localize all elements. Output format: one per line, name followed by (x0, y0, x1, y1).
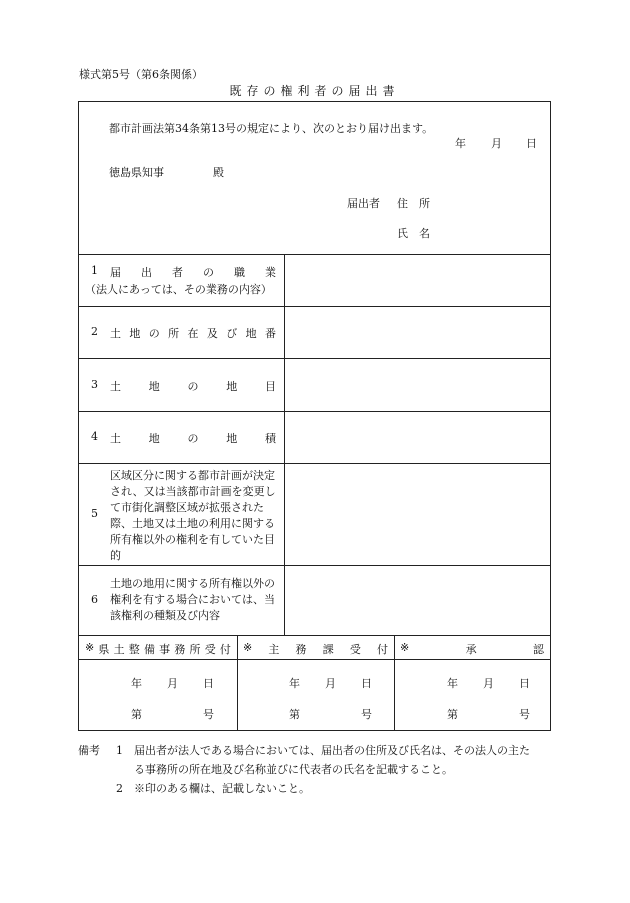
row-3-number: 3 (91, 378, 98, 391)
receipt-day: 日 (203, 677, 214, 690)
receipt-no-suffix: 号 (203, 708, 214, 721)
section-month: 月 (325, 677, 336, 690)
row-1-note: （法人にあっては、その業務の内容） (85, 283, 272, 296)
remarks-item-1-number: 1 (116, 744, 123, 757)
statement: 都市計画法第34条第13号の規定により、次のとおり届け出ます。 (109, 122, 434, 135)
approval-year: 年 (447, 677, 458, 690)
approval-day: 日 (519, 677, 530, 690)
office-header-approval: ※ 承 認 (400, 641, 544, 656)
filing-day: 日 (526, 137, 537, 150)
remarks-item-1-line-1: 届出者が法人である場合においては、届出者の住所及び氏名は、その法人の主た (134, 744, 530, 757)
row-3-label: 土 地 の 地 目 (110, 380, 276, 393)
row-1-label: 届 出 者 の 職 業 (110, 266, 276, 279)
filing-year: 年 (455, 137, 466, 150)
approval-month: 月 (483, 677, 494, 690)
receipt-month: 月 (167, 677, 178, 690)
section-no-prefix: 第 (289, 708, 300, 721)
approval-no-prefix: 第 (447, 708, 458, 721)
section-year: 年 (289, 677, 300, 690)
row-4-label: 土 地 の 地 積 (110, 432, 276, 445)
row-5-number: 5 (91, 507, 98, 520)
name-label: 氏 名 (397, 227, 430, 240)
section-no-suffix: 号 (361, 708, 372, 721)
office-header-section: ※ 主 務 課 受 付 (243, 641, 388, 656)
remarks-item-2-number: 2 (116, 782, 123, 795)
row-5-text: 区域区分に関する都市計画が決定され、又は当該都市計画を変更して市街化調整区域が拡張された際、土地又は土地の利用に関する所有権以外の権利を有していた目的 (110, 469, 276, 562)
filing-month: 月 (491, 137, 502, 150)
approval-no-suffix: 号 (519, 708, 530, 721)
form-number: 様式第5号（第6条関係） (79, 68, 203, 81)
row-1-number: 1 (91, 264, 98, 277)
row-6-text: 土地の地用に関する所有権以外の権利を有する場合においては、当該権利の種類及び内容 (110, 577, 275, 622)
addressee: 徳島県知事 (109, 166, 164, 179)
remarks (78, 741, 558, 798)
remarks-item-2-line-1: ※印のある欄は、記載しないこと。 (134, 782, 310, 795)
row-4-number: 4 (91, 430, 98, 443)
receipt-no-prefix: 第 (131, 708, 142, 721)
row-2-label: 土 地 の 所 在 及 び 地 番 (110, 327, 276, 340)
honorific: 殿 (213, 166, 224, 179)
row-6-number: 6 (91, 593, 98, 606)
address-label: 住 所 (397, 197, 430, 210)
office-header-receipt: ※ 県 土 整 備 事 務 所 受 付 (85, 641, 231, 656)
receipt-year: 年 (131, 677, 142, 690)
form-table (78, 101, 551, 731)
filer-label: 届出者 (347, 197, 380, 210)
section-day: 日 (361, 677, 372, 690)
remarks-label: 備考 (78, 744, 100, 757)
form-title: 既存の権利者の届出書 (229, 84, 400, 98)
row-2-number: 2 (91, 325, 98, 338)
remarks-item-1-line-2: る事務所の所在地及び名称並びに代表者の氏名を記載すること。 (134, 763, 453, 776)
